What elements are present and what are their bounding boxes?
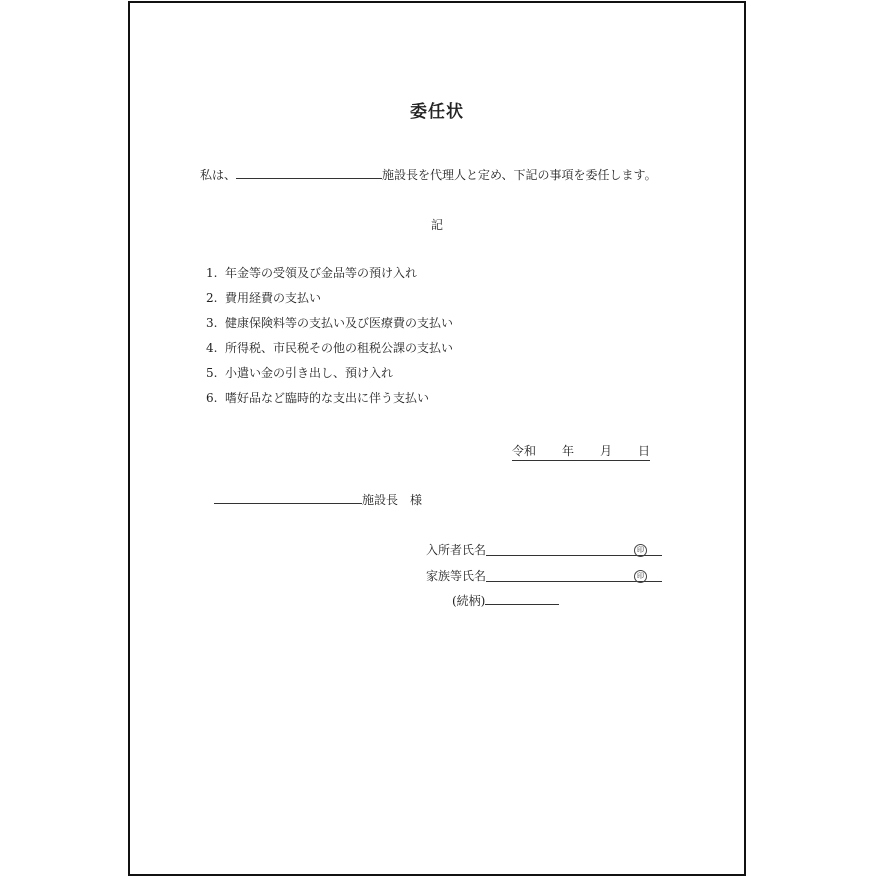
- list-item: [206, 290, 453, 315]
- date-month: 月: [600, 444, 613, 458]
- item-number: 3.: [206, 316, 218, 330]
- family-name-blank: [486, 569, 662, 582]
- list-item: [206, 265, 453, 290]
- facility-name-blank: [214, 491, 362, 504]
- delegation-list: [206, 265, 453, 415]
- agent-name-blank: [236, 166, 382, 179]
- item-number: 6.: [206, 391, 218, 405]
- date-line: [512, 442, 650, 461]
- date-era: 令和: [512, 444, 537, 458]
- list-item: [206, 340, 453, 365]
- ki-heading: 記: [430, 218, 443, 232]
- item-text: 費用経費の支払い: [225, 291, 322, 305]
- resident-signature-line: [426, 541, 662, 558]
- relation-label: (続柄): [452, 594, 486, 608]
- item-text: 健康保険料等の支払い及び医療費の支払い: [225, 316, 454, 330]
- item-text: 所得税、市民税その他の租税公課の支払い: [225, 341, 454, 355]
- family-signature-line: [426, 567, 662, 584]
- document-title: 委任状: [410, 102, 464, 122]
- seal-icon: 印: [634, 570, 647, 583]
- resident-name-blank: [486, 543, 662, 556]
- addressee-line: [214, 491, 422, 508]
- item-number: 5.: [206, 366, 218, 380]
- item-text: 年金等の受領及び金品等の預け入れ: [225, 266, 418, 280]
- relation-line: [452, 592, 559, 609]
- addressee-suffix: 施設長 様: [362, 493, 423, 507]
- item-number: 2.: [206, 291, 218, 305]
- family-label: 家族等氏名: [426, 569, 487, 583]
- intro-suffix: 施設長を代理人と定め、下記の事項を委任します。: [382, 168, 657, 182]
- relation-blank: [485, 592, 559, 605]
- document-page: [128, 1, 746, 876]
- date-year: 年: [562, 444, 575, 458]
- item-number: 1.: [206, 266, 218, 280]
- resident-label: 入所者氏名: [426, 543, 487, 557]
- item-number: 4.: [206, 341, 218, 355]
- date-day: 日: [638, 444, 651, 458]
- intro-sentence: [200, 166, 657, 183]
- seal-icon: 印: [634, 544, 647, 557]
- list-item: [206, 365, 453, 390]
- list-item: [206, 315, 453, 340]
- item-text: 小遣い金の引き出し、預け入れ: [225, 366, 394, 380]
- list-item: [206, 390, 453, 415]
- intro-prefix: 私は、: [200, 168, 237, 182]
- item-text: 嗜好品など臨時的な支出に伴う支払い: [225, 391, 430, 405]
